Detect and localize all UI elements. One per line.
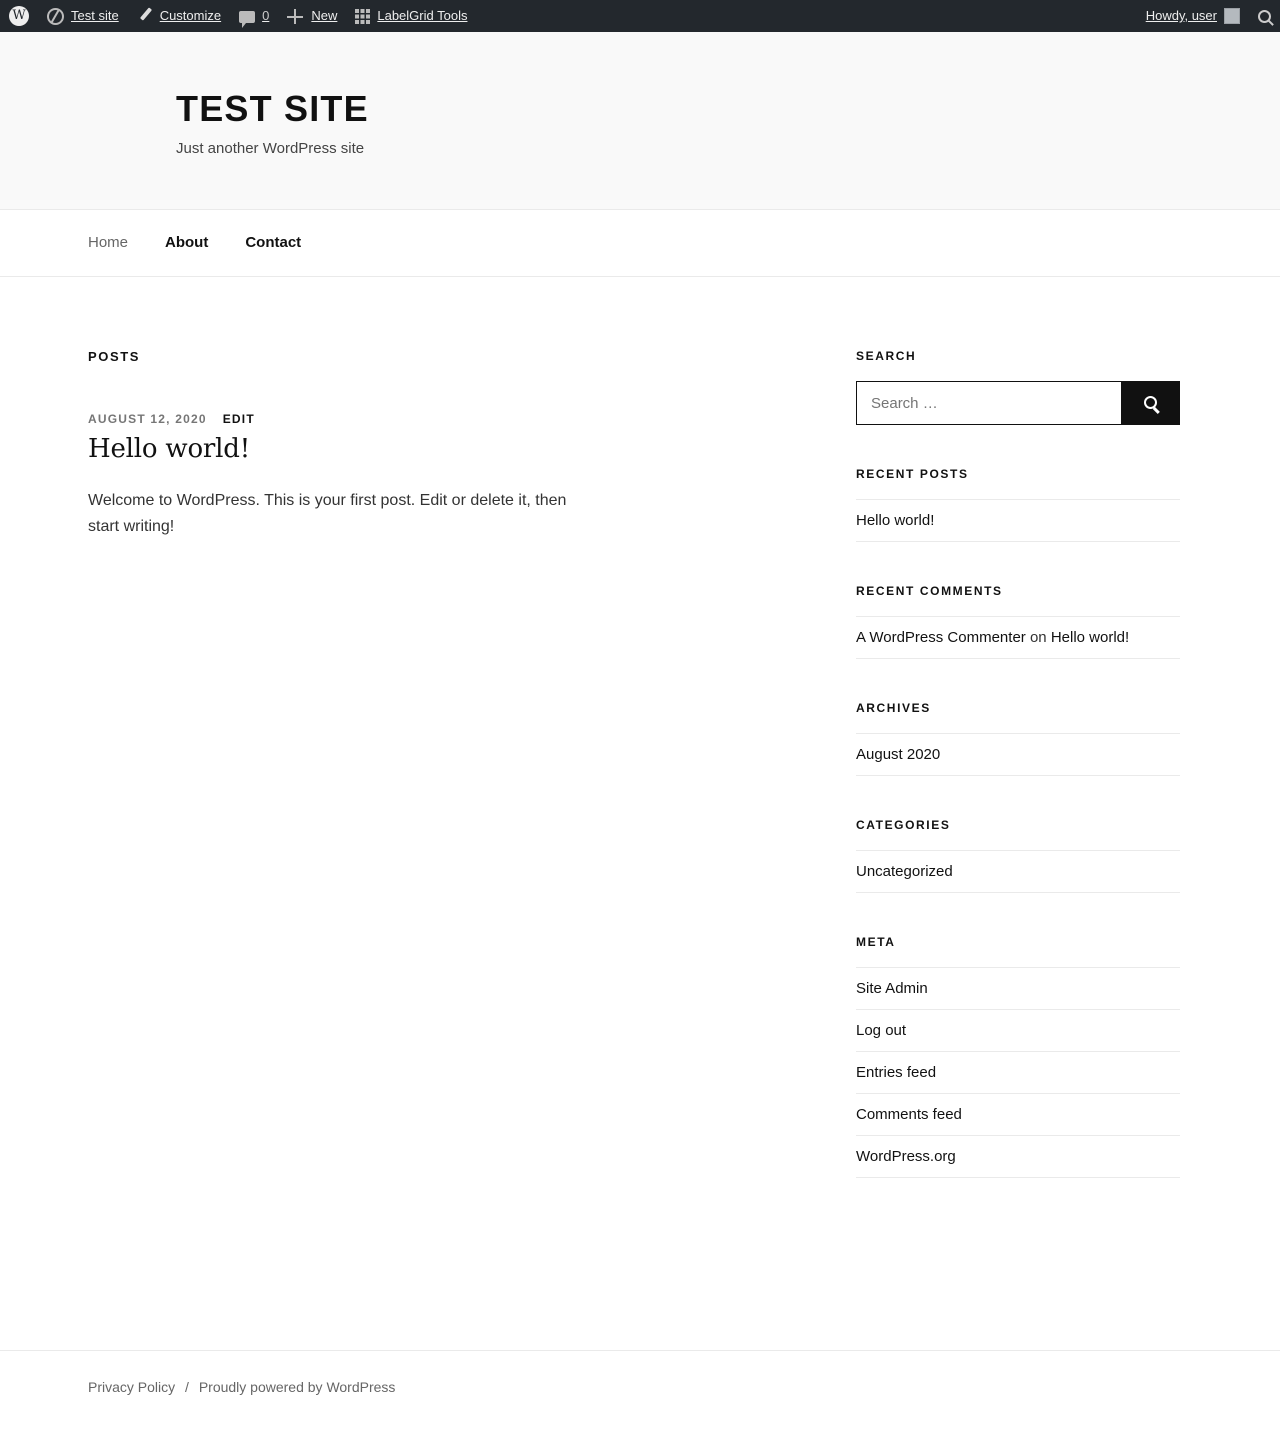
- wordpress-logo-icon: [9, 6, 29, 26]
- recent-posts-list: [856, 499, 1180, 542]
- list-item[interactable]: [856, 1010, 1180, 1052]
- post-content: [88, 488, 666, 539]
- search-submit-button[interactable]: [1121, 382, 1179, 424]
- widget-search-title: SEARCH: [856, 349, 917, 363]
- pencil-icon: [137, 8, 153, 24]
- admin-bar-site-name[interactable]: [38, 0, 128, 32]
- comment-post-link[interactable]: Hello world!: [1050, 629, 1130, 646]
- widget-recent-comments-title: RECENT COMMENTS: [856, 584, 1003, 598]
- admin-bar-my-account[interactable]: [1137, 0, 1249, 32]
- list-item[interactable]: [856, 1094, 1180, 1136]
- comment-bubble-icon: [239, 11, 255, 23]
- post-body-text: Welcome to WordPress. This is your first post. Edit or delete it, then start writing!: [88, 492, 567, 535]
- widget-categories-title: CATEGORIES: [856, 818, 951, 832]
- site-header: [0, 32, 1280, 210]
- meta-link-comments-feed[interactable]: Comments feed: [856, 1106, 962, 1123]
- primary-navigation: [0, 210, 1280, 277]
- site-footer: [0, 1350, 1280, 1423]
- footer-separator: /: [185, 1379, 189, 1395]
- list-item: [856, 617, 1180, 659]
- search-form: [856, 381, 1180, 425]
- privacy-policy-link[interactable]: Privacy Policy: [88, 1379, 176, 1395]
- post-date-link[interactable]: AUGUST 12, 2020: [88, 412, 207, 426]
- nav-link-contact[interactable]: Contact: [245, 234, 302, 251]
- recent-comments-list: [856, 616, 1180, 659]
- site-tagline: Just another WordPress site: [176, 140, 365, 157]
- list-item[interactable]: [856, 968, 1180, 1010]
- comment-author-link[interactable]: A WordPress Commenter: [856, 629, 1026, 646]
- admin-bar-new-label: New: [311, 8, 338, 23]
- avatar: [1224, 8, 1240, 24]
- post-list: [88, 349, 666, 1220]
- post-meta: [88, 412, 666, 426]
- post-title-text: Hello world!: [88, 434, 250, 464]
- admin-bar-labelgrid-tools[interactable]: [346, 0, 476, 32]
- widget-meta: [856, 935, 1180, 1178]
- footer-text: [88, 1379, 1192, 1395]
- posts-heading: POSTS: [88, 349, 141, 364]
- admin-bar-comments-count: 0: [262, 8, 270, 23]
- wordpress-credit-link[interactable]: Proudly powered by WordPress: [198, 1379, 396, 1395]
- widget-recent-comments: [856, 584, 1180, 659]
- nav-link-home[interactable]: Home: [88, 234, 129, 251]
- grid-icon: [355, 9, 370, 24]
- admin-bar-wp-logo[interactable]: [0, 0, 38, 32]
- nav-item-contact[interactable]: [245, 234, 301, 252]
- sidebar: [856, 349, 1180, 1220]
- list-item[interactable]: [856, 500, 1180, 542]
- admin-bar-labelgrid-tools-label: LabelGrid Tools: [377, 8, 468, 23]
- admin-bar-howdy-label: Howdy, user: [1145, 8, 1217, 23]
- widget-meta-title: META: [856, 935, 896, 949]
- widget-recent-posts: [856, 467, 1180, 542]
- list-item[interactable]: [856, 1052, 1180, 1094]
- page-title[interactable]: TEST SITE: [176, 88, 369, 129]
- meta-link-log-out[interactable]: Log out: [856, 1022, 907, 1039]
- recent-post-link[interactable]: Hello world!: [856, 512, 935, 529]
- widget-search: [856, 349, 1180, 425]
- nav-link-about[interactable]: About: [165, 234, 209, 251]
- admin-bar: [0, 0, 1280, 32]
- nav-item-home[interactable]: [88, 234, 128, 252]
- widget-archives-title: ARCHIVES: [856, 701, 931, 715]
- widget-archives: [856, 701, 1180, 776]
- list-item[interactable]: [856, 851, 1180, 893]
- content-area: [0, 277, 1280, 1280]
- admin-bar-new[interactable]: [278, 0, 346, 32]
- category-link[interactable]: Uncategorized: [856, 863, 953, 880]
- list-item[interactable]: [856, 734, 1180, 776]
- post-title[interactable]: [88, 434, 666, 464]
- nav-item-about[interactable]: [165, 234, 208, 252]
- admin-bar-site-name-label: Test site: [71, 8, 119, 23]
- archive-link[interactable]: August 2020: [856, 746, 941, 763]
- admin-bar-customize-label: Customize: [159, 8, 222, 23]
- search-icon: [1144, 396, 1157, 409]
- site-icon: [47, 8, 64, 25]
- admin-bar-search[interactable]: [1249, 0, 1280, 32]
- post-edit-link[interactable]: EDIT: [222, 412, 255, 426]
- list-item[interactable]: [856, 1136, 1180, 1178]
- widget-recent-posts-title: RECENT POSTS: [856, 467, 969, 481]
- archives-list: [856, 733, 1180, 776]
- admin-bar-customize[interactable]: [128, 0, 230, 32]
- meta-list: [856, 967, 1180, 1178]
- plus-icon: [287, 8, 304, 25]
- widget-categories: [856, 818, 1180, 893]
- meta-link-entries-feed[interactable]: Entries feed: [856, 1064, 937, 1081]
- search-icon: [1258, 10, 1271, 23]
- categories-list: [856, 850, 1180, 893]
- admin-bar-comments[interactable]: [230, 0, 278, 32]
- meta-link-wordpress-org[interactable]: WordPress.org: [856, 1148, 956, 1165]
- comment-on-word: on: [1029, 629, 1047, 646]
- search-input[interactable]: [857, 382, 1121, 424]
- meta-link-site-admin[interactable]: Site Admin: [856, 980, 928, 997]
- post-article: [88, 412, 666, 539]
